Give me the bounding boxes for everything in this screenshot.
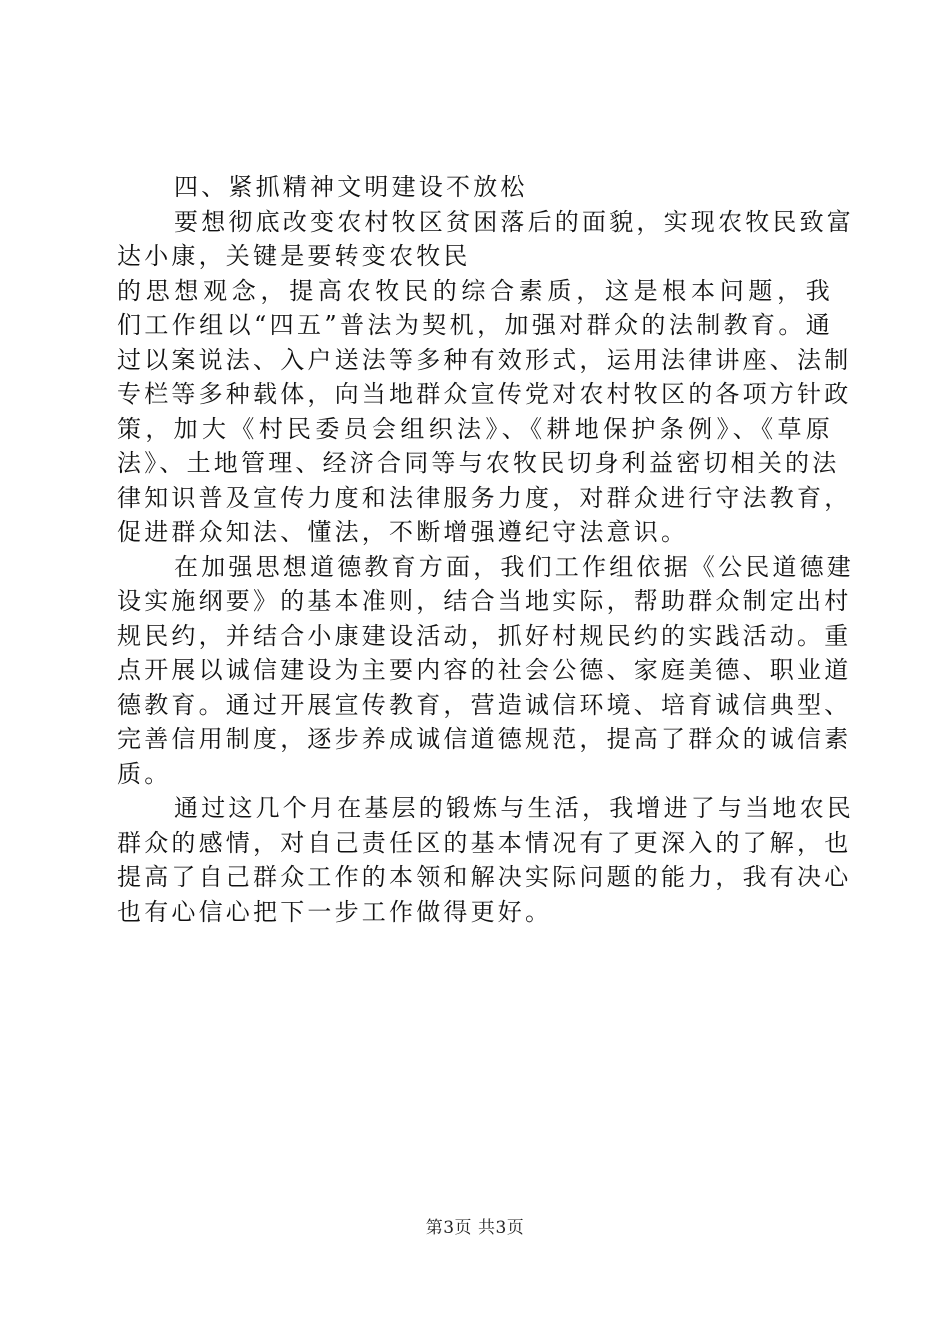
paragraph-line: 德教育。通过开展宣传教育，营造诚信环境、培育诚信典型、 bbox=[117, 690, 852, 719]
paragraph-line: 设实施纲要》的基本准则，结合当地实际，帮助群众制定出村 bbox=[117, 587, 852, 615]
paragraph-line: 们工作组以“四五”普法为契机，加强对群众的法制教育。通 bbox=[117, 311, 833, 339]
paragraph-line: 过以案说法、入户送法等多种有效形式，运用法律讲座、法制 bbox=[117, 345, 852, 374]
paragraph-line: 达小康，关键是要转变农牧民 bbox=[117, 242, 471, 270]
paragraph-line: 在加强思想道德教育方面，我们工作组依据《公民道德建 bbox=[174, 552, 854, 581]
paragraph-line: 规民约，并结合小康建设活动，抓好村规民约的实践活动。重 bbox=[117, 621, 852, 650]
paragraph-line: 律知识普及宣传力度和法律服务力度，对群众进行守法教育， bbox=[117, 483, 852, 512]
paragraph-line: 提高了自己群众工作的本领和解决实际问题的能力，我有决心 bbox=[117, 863, 852, 891]
paragraph-line: 促进群众知法、懂法，不断增强遵纪守法意识。 bbox=[117, 518, 689, 546]
page-number-footer: 第3页 共3页 bbox=[425, 1218, 525, 1238]
paragraph-line: 也有心信心把下一步工作做得更好。 bbox=[117, 897, 553, 926]
document-body bbox=[117, 170, 854, 929]
section-heading: 四、紧抓精神文明建设不放松 bbox=[174, 173, 528, 201]
paragraph-line: 的思想观念，提高农牧民的综合素质，这是根本问题，我 bbox=[117, 276, 833, 305]
paragraph-line: 质。 bbox=[117, 759, 172, 788]
paragraph-line: 完善信用制度，逐步养成诚信道德规范，提高了群众的诚信素 bbox=[117, 725, 852, 753]
paragraph-line: 通过这几个月在基层的锻炼与生活，我增进了与当地农民 bbox=[174, 794, 854, 822]
paragraph-line: 群众的感情，对自己责任区的基本情况有了更深入的了解，也 bbox=[117, 828, 852, 857]
paragraph-line: 法》、土地管理、经济合同等与农牧民切身利益密切相关的法 bbox=[117, 449, 840, 477]
paragraph-line: 专栏等多种载体，向当地群众宣传党对农村牧区的各项方针政 bbox=[117, 380, 852, 408]
paragraph-line: 要想彻底改变农村牧区贫困落后的面貌，实现农牧民致富 bbox=[174, 207, 854, 236]
paragraph-line: 策，加大《村民委员会组织法》、《耕地保护条例》、《草原 bbox=[117, 414, 833, 443]
paragraph-line: 点开展以诚信建设为主要内容的社会公德、家庭美德、职业道 bbox=[117, 656, 852, 684]
